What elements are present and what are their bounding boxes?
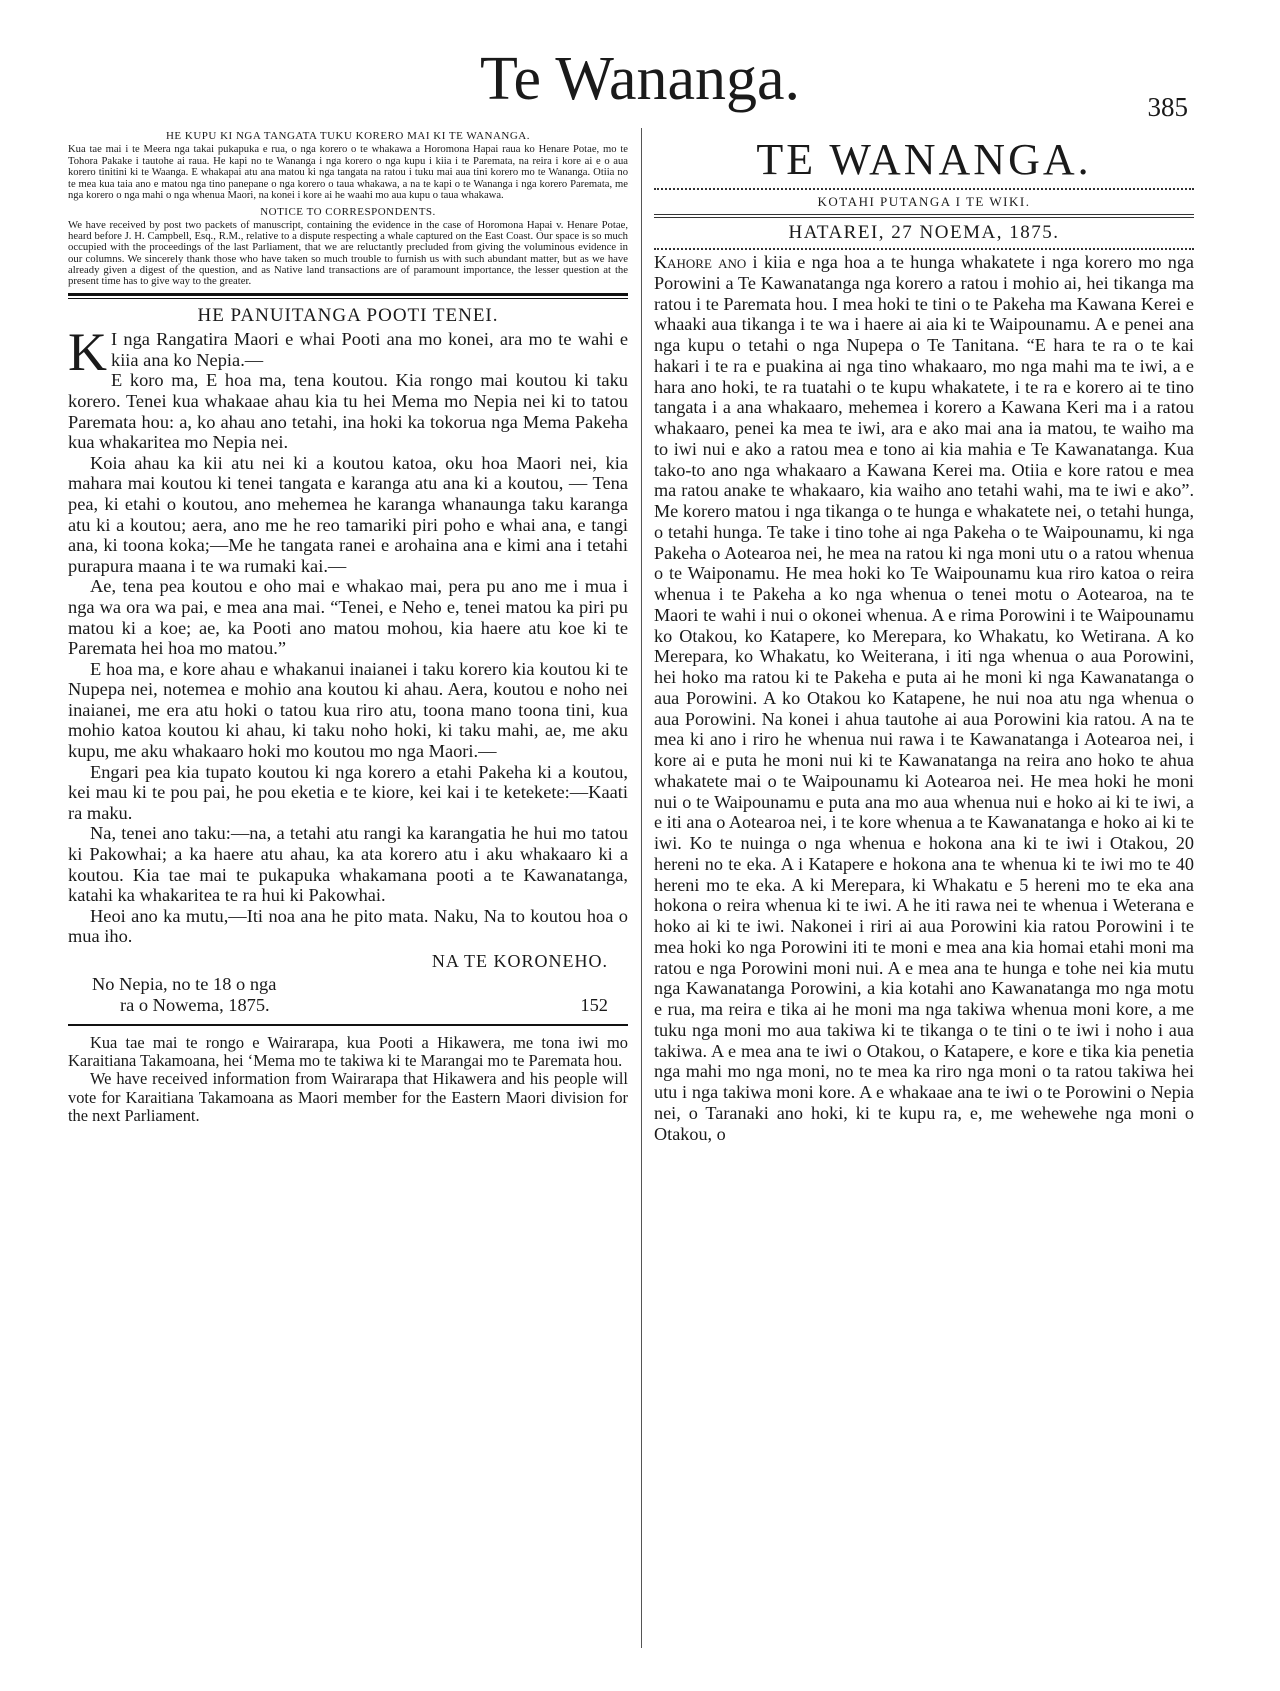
article-paragraph: Heoi ano ka mutu,—Iti noa ana he pito mata. Naku, Na to koutou hoa o mua iho. — [68, 905, 628, 947]
notice-english-heading: NOTICE TO CORRESPONDENTS. — [260, 205, 436, 218]
note-maori: Kua tae mai te rongo e Wairarapa, kua Pooti a Hikawera, me tona iwi mo Karaitiana Takamoana, hei ‘Mema mo te takiwa ki te Marangai mo te Paremata hou. — [68, 1033, 628, 1071]
note-english: We have received information from Wairarapa that Hikawera and his people will vote for Karaitiana Takamoana as Maori member for the Eastern Maori division for the next Parliament. — [68, 1069, 628, 1125]
article-paragraph: E koro ma, E hoa ma, tena koutou. Kia rongo mai koutou ki taku korero. Tenei kua whakaae ahau kia tu hei Mema mo Nepia nei ki to tatou Paremata hou: a, ko ahau ano tetahi, ina hoki ka tokorua nga Mema Pakeha kua whakaritea mo Nepia nei. — [68, 370, 628, 453]
section-rule — [68, 293, 628, 299]
left-column — [68, 128, 628, 1125]
signoff: NA TE KORONEHO. — [431, 951, 608, 971]
page-number: 385 — [1147, 92, 1188, 122]
panuitanga-heading: HE PANUITANGA POOTI TENEI. — [197, 305, 499, 327]
dateline: No Nepia, no te 18 o nga — [92, 974, 277, 994]
article-paragraph: Na, tenei ano taku:—na, a tetahi atu rangi ka karangatia he hui mo tatou ki Pakowhai; a ka haere atu ahau, ka ata korero atu i aku whakaaro ki a koutou. Kia tae mai te pukapuka whakamana pooti a te Kawanatanga, katahi ka whakaritea te ra hui ki Pakowhai. — [68, 823, 628, 906]
ad-number: 152 — [580, 995, 608, 1015]
article-paragraph: Ae, tena pea koutou e oho mai e whakao mai, pera pu ano me i mua i nga wa ora wa pai, e mea ana mai. “Tenei, e Neho e, tenei matou ka piri pu matou ki a koe; ae, ka Pooti ano matou mohou, kia haere atu koe ki te Paremata hei hoa mo matou.” — [68, 576, 628, 659]
paper-title: TE WANANGA. — [756, 135, 1092, 184]
column-divider — [641, 128, 642, 1648]
masthead: Te Wananga. — [479, 45, 801, 113]
notice-english-text: We have received by post two packets of manuscript, containing the evidence in the case of Horomona Hapai v. Henare Potae, heard before J. H. Campbell, Esq., R.M., relative to a dispute respecting a whale captured on the East Coast. Our space is so much occupied with the proceedings of the last Parliament, that we are reluctantly precluded from giving the voluminous evidence in our columns. We sincerely thank those who have taken so much trouble to furnish us with such abundant matter, but as we have already given a digest of the question, and as Native land transactions are of paramount importance, the lesser question at the present time has to give way to the greater. — [68, 218, 628, 287]
article-paragraph: I nga Rangatira Maori e whai Pooti ana mo konei, ara mo te wahi e kiia ana ko Nepia.— — [111, 329, 628, 370]
drop-cap: K — [68, 322, 107, 383]
notice-maori-text: Kua tae mai i te Meera nga takai pukapuka e rua, o nga korero o te whakawa a Horomona Hapai raua ko Henare Potae, mo te Tohora Pakake i tautohe ai raua. He kapi no te Wananga i nga korero o nga kupu i kiia i te Paremata, na reira i kore ai e o aua korero tinitini ki te Waanga. E whakapai atu ana matou ki nga tangata na ratou i tuku mai aua tini korero mo te Wananga. Otiia no te mea kua taia ano e matou nga tino panepane o nga korero o taua whakawa, a na te kapi o te Wananga i nga korero Paremata, me nga korero o nga mahi o nga whenua Maori, na konei i kore ai he waahi mo aua kupu o taua whakawa. — [68, 144, 628, 202]
right-column — [654, 128, 1194, 1144]
dateline: ra o Nowema, 1875. — [120, 995, 270, 1015]
notice-maori-heading: HE KUPU KI NGA TANGATA TUKU KORERO MAI KI TE WANANGA. — [165, 130, 530, 142]
issue-date: HATAREI, 27 NOEMA, 1875. — [788, 222, 1060, 243]
article-paragraph: Koia ahau ka kii atu nei ki a koutou katoa, oku hoa Maori nei, kia mahara mai koutou ki tenei tangata e karanga atu ana ki a koutou, — Tena pea, ki etahi o koutou, ano mehemea he karanga whanaunga taku karanga atu ki a koutou; aera, ano me he reo tamariki piri poho e whai ana, e tangi ana, ki toona koka;—Me he tangata ranei e arohaina ana e kimi ana i tetahi purapura maana i te wa rumaki kai.— — [68, 452, 628, 576]
wavy-rule — [654, 214, 1194, 218]
article-paragraph: E hoa ma, e kore ahau e whakanui inaianei i taku korero kia koutou ki te Nupepa nei, notemea e mohio ana koutou ki ahau. Aera, koutou e noho nei inaianei, me era atu hoki o tatou kua riro atu, toona mano toona tini, kua mohio katoa koutou ki ahau, ki taku noho hoki, ki taku mahi, ae, me aku kupu, me aku whakaaro hoki mo koutou mo nga Maori.— — [68, 658, 628, 762]
editorial-text — [654, 252, 1194, 1144]
article-paragraph: Engari pea kia tupato koutou ki nga korero a etahi Pakeha ki a koutou, kei mau ki te pou pai, he pou eketia e te kiore, kei kai i te ketekete:—Kaati ra maku. — [68, 761, 628, 823]
lead-word: Kahore ano — [654, 252, 747, 272]
paper-subtitle: KOTAHI PUTANGA I TE WIKI. — [817, 194, 1031, 209]
editorial-body: i kiia e nga hoa a te hunga whakatete i nga korero mo nga Porowini a Te Kawanatanga nga korero a ratou i mohio ai, hei tikanga ma ratou i te Paremata hou. I mea hoki te tini o te Pakeha ma Kawana Kerei e whaaki aua tikanga i te wa i haere ai aia ki te Waipounamu. A e penei ana nga kupu o tetahi o nga Nupepa o Te Tanitana. “E hara te ra o te kai hakari i te ra e puakina ai nga tino whakaaro, mo nga mahi ma te iwi, a e hara ano hoki, te ra tuatahi o te kupu whakatete, i te ra e korero ai te tino tangata i a ana whakaaro, mehemea i korero a Kawana Keri ma i a ratou whakaaro, penei ka mea te iwi, ara e ako mai ana ia matou, te waiho ma to iwi nui e ako a ratou mea e tono ai kia mahia e Te Kawanatanga. Kua tako-to ano nga whakaaro a Kawana Kerei ma. Otiia e kore ratou e mea ma ratou anake te whakaaro, kia waiho ano tetahi wahi, ma te iwi e ako”. Me korero matou i nga tikanga o te hunga e whakatete nei, o tetahi hunga, o tetahi hunga. Te take i tino tohe ai nga Pakeha o te Waipounamu, ki nga Pakeha o Aotearoa nei, he mea na ratou ki nga moni utu o a ratou whenua o te Waiponamu. He mea hoki ko Te Waipounamu kua riro katoa o reira whenua i te Pakeha a ko nga whenua o tenei motu o Aotearoa, na te Maori te wahi i nui o okonei whenua. A e rima Porowini i te Waipounamu ko Otakou, ko Katapere, ko Merepara, ko Whakatu, ko Wetirana. A ko Merepara, ko Whakatu, ko Weiterana, i iti nga whenua o aua Porowini, hei hoko ma ratou ki te Pakeha e puta ai he moni ki nga Kawanatanga o aua Porowini. A ko Otakou ko Katapene, he nui noa atu nga whenua o aua Porowini. Na konei i ahua tautohe ai aua Porowini kia ratou. A na te mea ki ano i riro he whenua nui rawa i te Kawanatanga i Aotearoa nei, i kore ai e puta he moni nui ki te Kawanatanga na reira ano hoko te ahua whakatete mai o te Waipounamu ki Aotearoa nei. He mea hoki he moni nui o te Waipounamu e puta ana mo aua whenua nui e hoko ai ki te iwi, a e iti ana o Aotearoa nei, i te kore whenua a te Kawanatanga e hoko ai ki te iwi. Ko te nuinga o nga whenua e hokona ana ki te iwi i Otakou, 20 hereni no te eka. A i Katapere e hokona ana te whenua ki te iwi mo te 40 hereni mo te eka. A ki Merepara, ki Whakatu e 5 hereni mo te eka ana hokona o reira whenua ki te iwi. A he iti rawa nei te whenua i Weterana e hoko ai ki te iwi. Nakonei i riri ai aua Porowini kia ratou Porowini i te mea hoki ko nga Porowini iti te moni e mea ana kia homai etahi moni ma ratou e nga Porowini moni nui. A e mea ana te hunga e tohe nei kia mutu nga Kawanatanga Porowini, a kia kotahi ano Kawanatanga mo nga motu e rua, ma reira e tika ai he moni ma nga takiwa whenua moni kore, a me tuku nga moni mo aua takiwa ki te tikanga o te tini o te iwi i noho i aua takiwa. A e mea ana te iwi o Otakou, o Katapere, e kore e tika kia penetia nga mahi mo nga moni, no te mea ka riro nga moni o ta ratou takiwa hei utu i nga takiwa moni kore. A e whakaae ana te iwi o te Porowini o Nepia nei, o Taranaki ano hoki, ki te kupu ra, e, me wehewehe nga moni o Otakou, o — [654, 252, 1195, 1144]
dotted-rule — [654, 188, 1194, 190]
section-rule — [654, 248, 1194, 250]
section-rule — [68, 1024, 628, 1026]
